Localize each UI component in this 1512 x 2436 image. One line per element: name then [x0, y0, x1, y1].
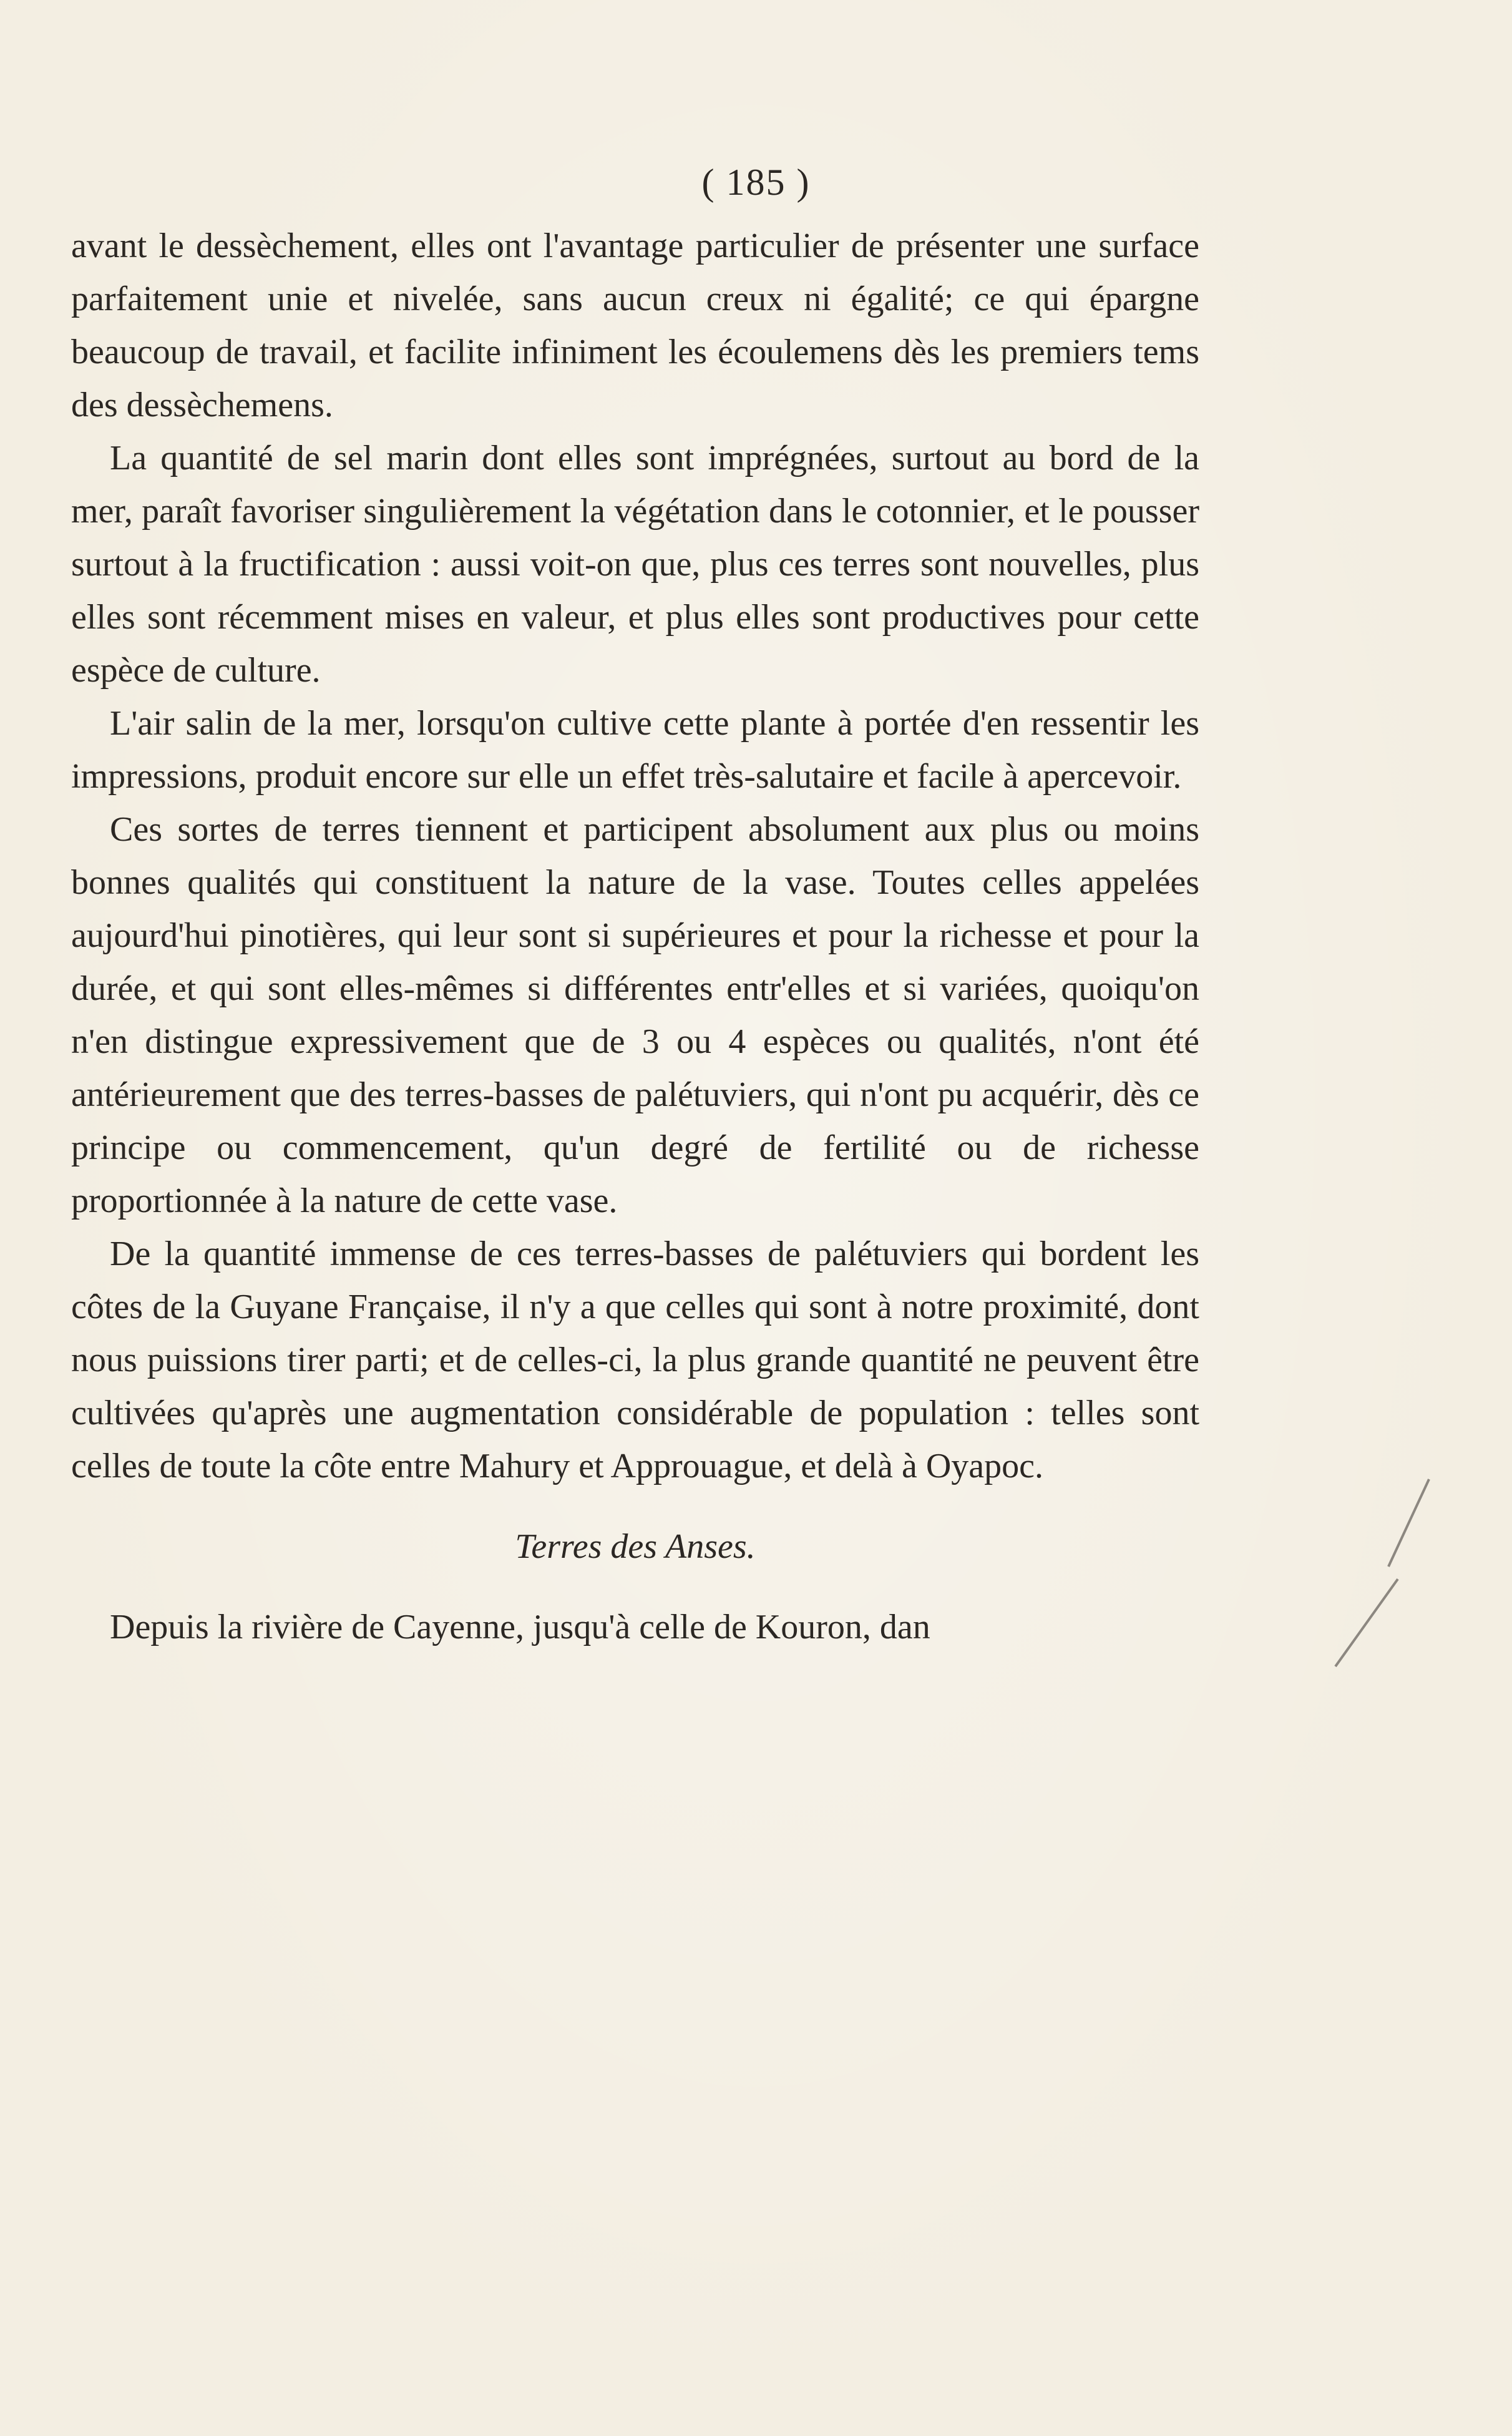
page-number: ( 185 )	[701, 162, 811, 203]
paragraph-3: L'air salin de la mer, lorsqu'on cultive cette plante à portée d'en ressentir les impressions, produit encore sur elle un effet très-salutaire et facile à apercevoir.	[71, 704, 1199, 796]
body-text	[71, 220, 1199, 1654]
paragraph-1: avant le dessèchement, elles ont l'avantage particulier de présenter une surface parfaitement unie et nivelée, sans aucun creux ni égalité; ce qui épargne beaucoup de travail, et facilite infiniment les écoulemens dès les premiers tems des dessèchemens.	[71, 227, 1199, 424]
paragraph-5: De la quantité immense de ces terres-basses de palétuviers qui bordent les côtes de la Guyane Française, il n'y a que celles qui sont à notre proximité, dont nous puissions tirer parti; et de celles-ci, la plus grande quantité ne peuvent être cultivées qu'après une augmentation considérable de population : telles sont celles de toute la côte entre Mahury et Approuague, et delà à Oyapoc.	[71, 1235, 1199, 1485]
section-heading: Terres des Anses.	[515, 1527, 756, 1566]
paragraph-2: La quantité de sel marin dont elles sont imprégnées, surtout au bord de la mer, paraît favoriser singulièrement la végétation dans le cotonnier, et le pousser surtout à la fructification : aussi voit-on que, plus ces terres sont nouvelles, plus elles sont récemment mises en valeur, et plus elles sont productives pour cette espèce de culture.	[71, 439, 1199, 690]
margin-pencil-mark	[1323, 1473, 1448, 1673]
paragraph-4: Ces sortes de terres tiennent et participent absolument aux plus ou moins bonnes qualités qui constituent la nature de la vase. Toutes celles appelées aujourd'hui pinotières, qui leur sont si supérieures et pour la richesse et pour la durée, et qui sont elles-mêmes si différentes entr'elles et si variées, quoiqu'on n'en distingue expressivement que de 3 ou 4 espèces ou qualités, n'ont été antérieurement que des terres-basses de palétuviers, qui n'ont pu acquérir, dès ce principe ou commencement, qu'un degré de fertilité ou de richesse proportionnée à la nature de cette vase.	[71, 810, 1199, 1220]
section-first-line: Depuis la rivière de Cayenne, jusqu'à celle de Kouron, dan	[110, 1608, 930, 1646]
